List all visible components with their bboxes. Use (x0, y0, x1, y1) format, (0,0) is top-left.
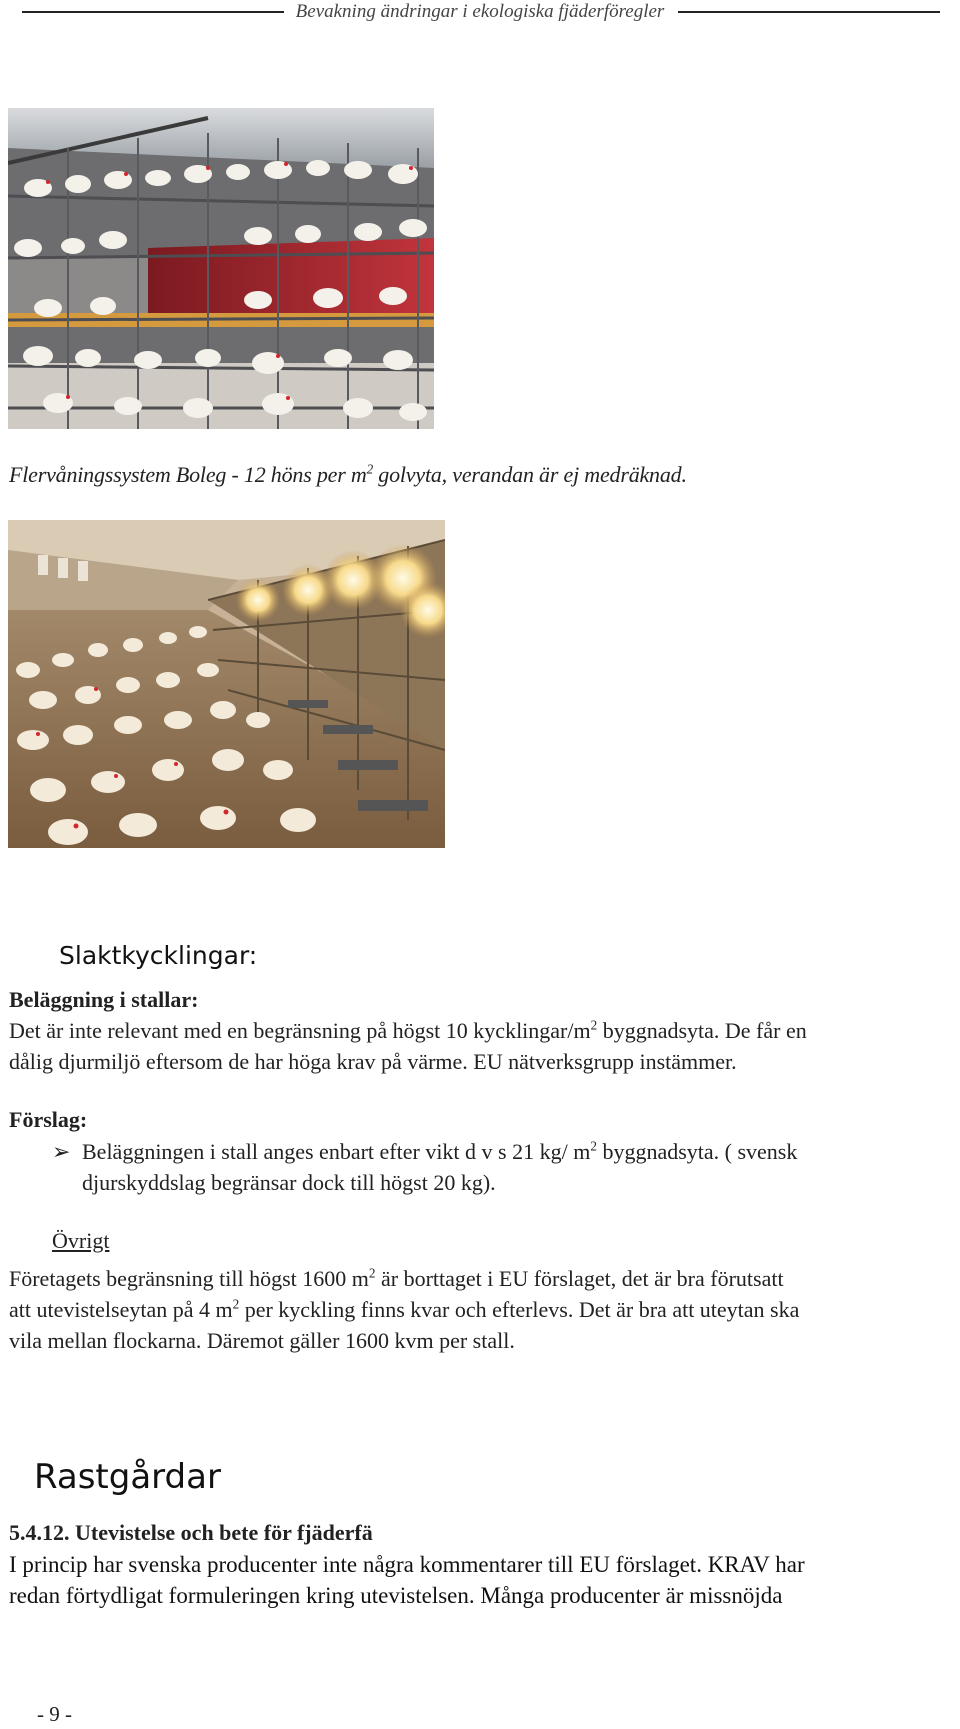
other-paragraph-line2: att utevistelseytan på 4 $m^2$ per kyckling finns kvar och efterlevs. Det är bra att uteytan ska (9, 1296, 800, 1322)
other-label: Övrigt (52, 1228, 110, 1253)
floor-hens-photo (8, 520, 445, 848)
subheading-outdoor-access: 5.4.12. Utevistelse och bete för fjäderfä (9, 1520, 373, 1545)
outdoor-paragraph-line2: redan förtydligat formuleringen kring utevistelsen. Många producenter är missnöjda (9, 1583, 783, 1608)
proposal-label: Förslag: (9, 1107, 88, 1132)
aviary-hens-photo (8, 108, 434, 429)
section-heading-broilers: Slaktkycklingar: (59, 941, 258, 970)
subheading-stocking: Beläggning i stallar: (9, 987, 199, 1012)
proposal-bullet: ➢ Beläggningen i stall anges enbart efter vikt d v s 21 kg/ $m^2$ byggnadsyta. ( svensk (52, 1137, 932, 1167)
other-paragraph-line3: vila mellan flockarna. Däremot gäller 1600 kvm per stall. (9, 1328, 515, 1353)
outdoor-paragraph-line1: I princip har svenska producenter inte några kommentarer till EU förslaget. KRAV har (9, 1552, 805, 1577)
page-number: - 9 - (37, 1702, 72, 1726)
section-heading-outdoor: Rastgårdar (34, 1457, 221, 1497)
arrow-bullet-icon: ➢ (52, 1139, 71, 1164)
photo-caption: Flervåningssystem Boleg - 12 höns per $m^2$ golvyta, verandan är ej medräknad. (9, 461, 687, 487)
proposal-bullet-line2: djurskyddslag begränsar dock till högst 20 kg). (82, 1170, 496, 1195)
paragraph-stocking-line2: dålig djurmiljö eftersom de har höga krav på värme. EU nätverksgrupp instämmer. (9, 1049, 737, 1074)
paragraph-stocking-line1: Det är inte relevant med en begränsning på högst 10 kycklingar/$m^2$ byggnadsyta. De får en (9, 1017, 807, 1043)
header-title: Bevakning ändringar i ekologiska fjäderföregler (295, 1, 665, 22)
other-paragraph-line1: Företagets begränsning till högst 1600 $m^2$ är borttaget i EU förslaget, det är bra förutsatt (9, 1265, 784, 1291)
